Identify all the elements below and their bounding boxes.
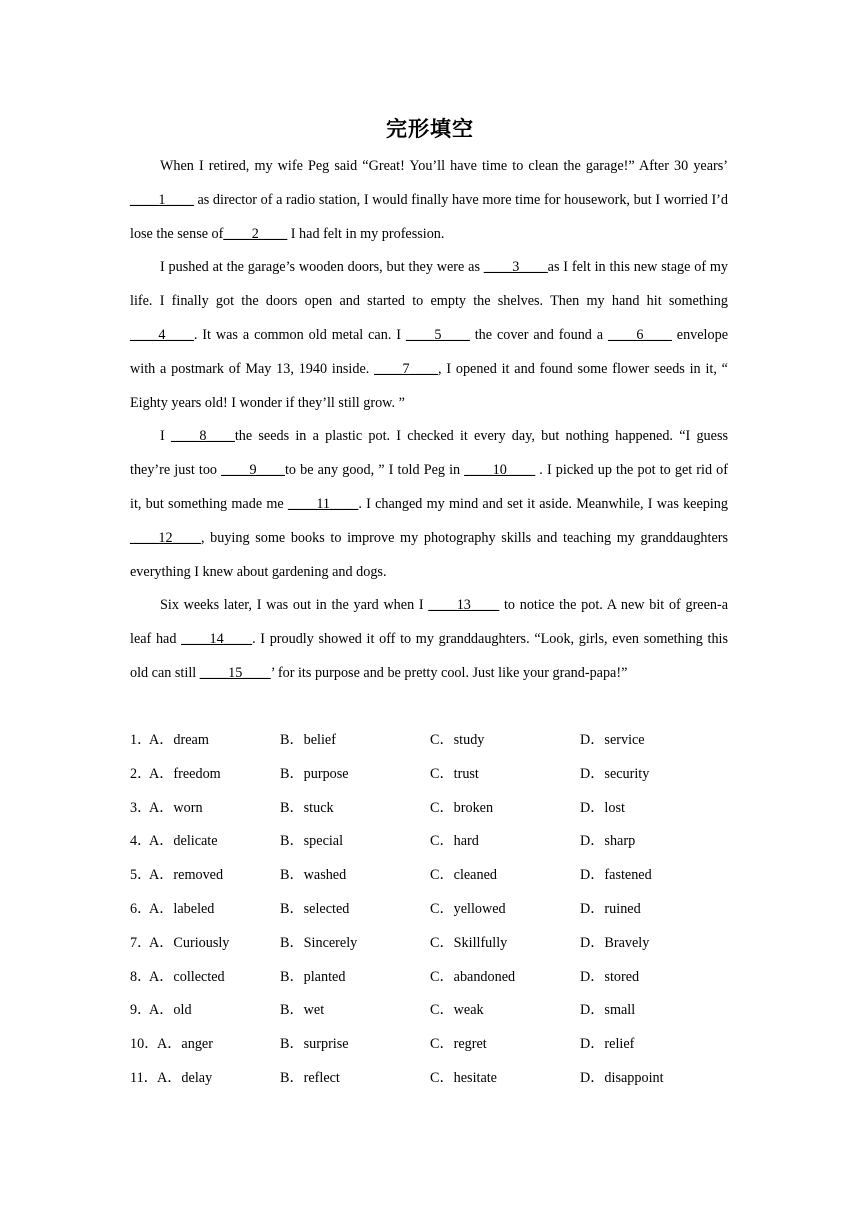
question-number: 6．: [130, 900, 152, 917]
question-options-row: [130, 758, 730, 792]
option-d: D．lost: [580, 799, 625, 816]
option-b: B．reflect: [280, 1069, 340, 1086]
passage-text: , I opened it and found some flower seeds in it, “ Eighty years old! I wonder if they’ll still grow. ”: [130, 360, 728, 411]
passage-text: as director of a radio station, I would finally have more time for housework, but I worried I’d lose the sense of: [130, 191, 728, 242]
option-a: A．labeled: [149, 900, 215, 917]
question-number: 2．: [130, 765, 152, 782]
passage-text: . I picked up the pot to get rid of it, but something made me: [130, 462, 728, 512]
passage-text: to be any good, ” I told Peg in: [284, 462, 465, 479]
question-number: 9．: [130, 1002, 152, 1019]
option-b: B．purpose: [280, 765, 349, 782]
question-options-row: [130, 724, 730, 758]
option-b: B．washed: [280, 867, 347, 884]
question-options-row: [130, 792, 730, 826]
option-d: D．small: [580, 1002, 636, 1019]
question-options-row: [130, 893, 730, 927]
option-d: D．ruined: [580, 900, 641, 917]
passage-text: . It was a common old metal can. I: [193, 326, 406, 343]
blank-placeholder: ____6____: [608, 326, 672, 343]
blank-placeholder: ____13____: [428, 597, 500, 614]
passage-text: as I felt in this new stage of my life. I finally got the doors open and started to empty the shelves. Then my hand hit something: [130, 259, 729, 310]
option-b: B．special: [280, 833, 344, 850]
option-b: B．stuck: [280, 799, 334, 816]
passage-text: I had felt in my profession.: [287, 225, 445, 242]
blank-placeholder: ____8____: [170, 428, 235, 445]
question-options-row: [130, 825, 730, 859]
option-a: A．dream: [149, 732, 209, 748]
option-c: C．weak: [430, 1002, 484, 1019]
passage-text: ’ for its purpose and be pretty cool. Just like your grand-papa!”: [270, 664, 628, 681]
option-c: C．regret: [430, 1036, 487, 1053]
passage-paragraph: [130, 420, 728, 589]
blank-placeholder: ____12____: [130, 529, 201, 546]
option-c: C．cleaned: [430, 867, 497, 884]
passage-paragraph: [130, 251, 728, 420]
blank-placeholder: ____11____: [287, 495, 359, 512]
blank-placeholder: ____10____: [464, 462, 536, 479]
option-a: A．removed: [149, 867, 224, 884]
option-c: C．abandoned: [430, 968, 516, 985]
passage-text: the seeds in a plastic pot. I checked it every day, but nothing happened. “I guess they’re just too: [130, 428, 728, 479]
passage-text: , buying some books to improve my photography skills and teaching my granddaughters everything I knew about gardening and dogs.: [130, 529, 728, 580]
passage-text: to notice the pot. A new bit of green-a leaf had: [130, 597, 728, 648]
option-d: D．security: [580, 765, 650, 782]
options-list: [130, 724, 730, 1096]
option-d: D．disappoint: [580, 1069, 664, 1086]
question-options-row: [130, 927, 730, 961]
option-c: C．hesitate: [430, 1069, 497, 1086]
option-c: C．study: [430, 732, 485, 748]
question-number: 3．: [130, 799, 152, 816]
passage-text: I: [160, 428, 171, 445]
passage: [130, 150, 728, 691]
passage-text: Six weeks later, I was out in the yard when I: [160, 597, 429, 614]
passage-text: . I proudly showed it off to my granddaughters. “Look, girls, even something this old can still: [130, 631, 729, 681]
option-d: D．fastened: [580, 867, 652, 884]
option-a: A．worn: [149, 799, 203, 816]
question-number: 1．: [130, 732, 152, 748]
blank-placeholder: ____5____: [405, 326, 470, 343]
option-a: A．delay: [157, 1069, 213, 1086]
option-a: A．collected: [149, 968, 225, 985]
blank-placeholder: ____1____: [130, 191, 194, 208]
option-c: C．trust: [430, 765, 479, 782]
option-a: A．freedom: [149, 765, 221, 782]
option-c: C．yellowed: [430, 900, 506, 917]
option-a: A．old: [149, 1002, 192, 1019]
option-b: B．surprise: [280, 1036, 349, 1053]
question-options-row: [130, 1062, 730, 1096]
question-number: 10．: [130, 1036, 159, 1053]
passage-text: envelope with a postmark of May 13, 1940 inside.: [130, 326, 728, 377]
option-a: A．delicate: [149, 833, 218, 850]
question-number: 8．: [130, 968, 152, 985]
passage-text: . I changed my mind and set it aside. Meanwhile, I was keeping: [358, 495, 728, 512]
blank-placeholder: ____9____: [221, 462, 285, 479]
option-d: D．relief: [580, 1036, 635, 1053]
option-b: B．belief: [280, 732, 336, 748]
passage-paragraph: [130, 150, 728, 251]
option-b: B．wet: [280, 1002, 325, 1019]
option-b: B．Sincerely: [280, 934, 358, 951]
option-a: A．anger: [157, 1036, 213, 1053]
blank-placeholder: ____14____: [181, 631, 253, 648]
option-d: D．sharp: [580, 833, 636, 850]
blank-placeholder: ____4____: [130, 326, 194, 343]
question-number: 11．: [130, 1069, 158, 1086]
passage-paragraph: [130, 589, 728, 690]
option-c: C．hard: [430, 833, 479, 850]
option-b: B．selected: [280, 900, 350, 917]
option-a: A．Curiously: [149, 934, 230, 951]
option-d: D．Bravely: [580, 934, 650, 951]
blank-placeholder: ____7____: [374, 360, 438, 377]
passage-text: When I retired, my wife Peg said “Great! You’ll have time to clean the garage!” After 30 years’: [160, 158, 728, 174]
blank-placeholder: ____3____: [483, 259, 548, 276]
blank-placeholder: ____2____: [223, 225, 288, 242]
blank-placeholder: ____15____: [199, 664, 271, 681]
question-number: 5．: [130, 867, 152, 884]
option-c: C．Skillfully: [430, 934, 508, 951]
question-number: 7．: [130, 934, 152, 951]
option-c: C．broken: [430, 799, 494, 816]
question-options-row: [130, 961, 730, 995]
option-b: B．planted: [280, 968, 346, 985]
question-number: 4．: [130, 833, 152, 850]
question-options-row: [130, 994, 730, 1028]
option-d: D．stored: [580, 968, 640, 985]
passage-text: the cover and found a: [469, 326, 609, 343]
question-options-row: [130, 859, 730, 893]
question-options-row: [130, 1028, 730, 1062]
passage-text: I pushed at the garage’s wooden doors, but they were as: [160, 259, 484, 276]
page-title: 完形填空: [386, 117, 474, 141]
option-d: D．service: [580, 732, 645, 748]
